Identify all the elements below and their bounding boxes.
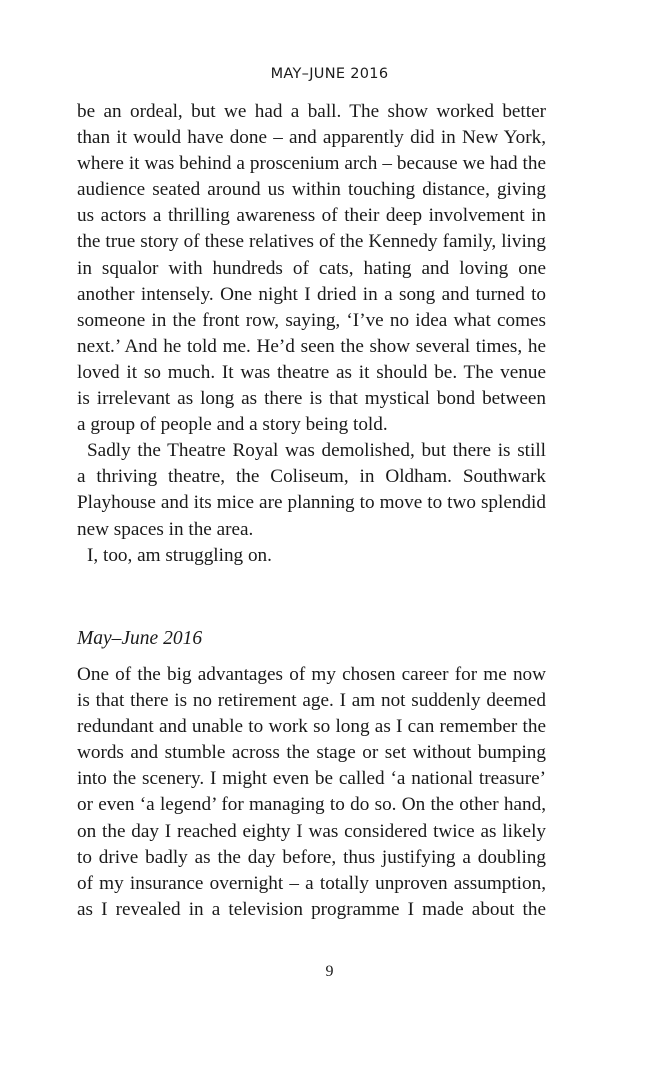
text-line: of my insurance overnight – a totally unproven assumption, — [77, 872, 546, 894]
text-line: next.’ And he told me. He’d seen the show several times, he — [77, 335, 546, 357]
text-line: into the scenery. I might even be called ‘a national treasure’ — [77, 768, 546, 790]
section-heading: May–June 2016 — [77, 628, 203, 649]
text-line: is irrelevant as long as there is that mystical bond between — [77, 388, 546, 410]
text-line: I, too, am struggling on. — [87, 544, 272, 566]
text-line: Sadly the Theatre Royal was demolished, but there is still — [87, 440, 546, 462]
text-line: on the day I reached eighty I was considered twice as likely — [77, 820, 546, 842]
text-line: is that there is no retirement age. I am not suddenly deemed — [77, 690, 546, 712]
text-line: a group of people and a story being told. — [77, 414, 388, 436]
text-line: where it was behind a proscenium arch – because we had the — [77, 153, 546, 175]
text-line: new spaces in the area. — [77, 518, 254, 540]
text-line: words and stumble across the stage or set without bumping — [77, 742, 546, 764]
text-line: in squalor with hundreds of cats, hating and loving one — [77, 257, 546, 279]
text-line: audience seated around us within touching distance, giving — [77, 179, 546, 201]
text-line: someone in the front row, saying, ‘I’ve no idea what comes — [77, 309, 546, 331]
text-line: be an ordeal, but we had a ball. The show worked better — [77, 101, 546, 122]
text-line: redundant and unable to work so long as I can remember the — [77, 716, 546, 738]
running-head: MAY–JUNE 2016 — [270, 66, 389, 82]
text-line: Playhouse and its mice are planning to move to two splendid — [77, 492, 546, 514]
text-line: another intensely. One night I dried in a song and turned to — [77, 283, 546, 305]
page-number: 9 — [325, 963, 334, 980]
text-line: to drive badly as the day before, thus justifying a doubling — [77, 846, 546, 868]
text-line: One of the big advantages of my chosen career for me now — [77, 664, 546, 685]
text-line: loved it so much. It was theatre as it should be. The venue — [77, 361, 546, 383]
body-passage-2 — [77, 662, 546, 923]
text-line: than it would have done – and apparently did in New York, — [77, 127, 546, 149]
text-line: us actors a thrilling awareness of their deep involvement in — [77, 205, 546, 227]
body-passage-1 — [77, 99, 546, 569]
text-line: a thriving theatre, the Coliseum, in Oldham. Southwark — [77, 466, 546, 488]
text-line: the true story of these relatives of the Kennedy family, living — [77, 231, 546, 253]
text-line: as I revealed in a television programme I made about the — [77, 898, 546, 920]
text-line: or even ‘a legend’ for managing to do so. On the other hand, — [77, 794, 546, 816]
